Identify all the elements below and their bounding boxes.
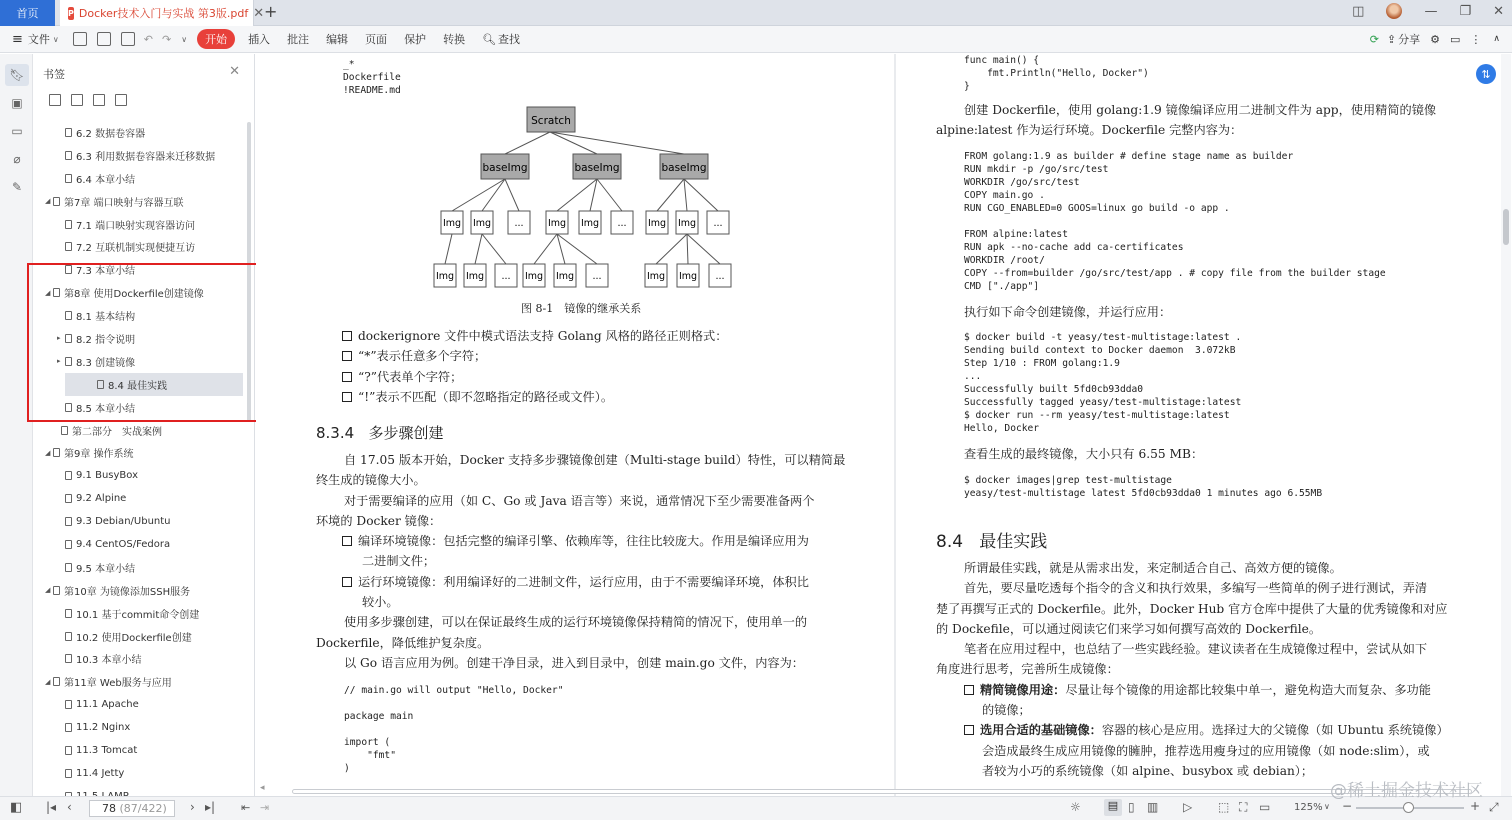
tab-convert[interactable]: 转换 <box>443 33 466 46</box>
bookmark-label: 11.4 Jetty <box>76 767 125 779</box>
checkbox-bullet-icon <box>342 331 352 341</box>
bookmark-item[interactable] <box>33 670 243 693</box>
bookmark-label: 9.2 Alpine <box>76 493 127 505</box>
hamburger-icon[interactable]: ≡ <box>12 31 23 47</box>
checkbox-bullet-icon <box>342 392 352 402</box>
tab-annotate[interactable]: 批注 <box>287 33 310 46</box>
first-page-icon[interactable]: |◂ <box>46 800 57 814</box>
section-body <box>936 558 1481 781</box>
bookmark-label: 9.1 BusyBox <box>76 470 138 482</box>
bookmark-icon <box>65 723 72 732</box>
img-label: Img <box>677 218 697 229</box>
paragraph-line: 楚了再撰写正式的 Dockerfile。此外，Docker Hub 官方仓库中提供了大量的优秀镜像和对应 <box>936 601 1448 616</box>
bookmark-icon <box>53 448 60 457</box>
attachment-icon[interactable]: ⌀ <box>13 152 21 166</box>
dockerfile-intro <box>936 100 1481 141</box>
crop-icon[interactable]: ▭ <box>1259 800 1271 814</box>
chevron-down-icon[interactable]: ∨ <box>52 34 59 44</box>
bookmark-item[interactable] <box>33 739 243 762</box>
main-toolbar <box>0 26 1512 53</box>
ellipsis-label: ... <box>501 271 511 282</box>
layout-icon[interactable]: ◫ <box>1352 3 1365 19</box>
floating-tool-button[interactable]: ⇅ <box>1476 64 1496 84</box>
bookmark-icon <box>65 174 72 183</box>
page-total: (87/422) <box>119 802 167 815</box>
ellipsis-label: ... <box>715 271 725 282</box>
tab-bar <box>0 0 1512 26</box>
bookmark-icon <box>53 197 60 206</box>
bookmark-item[interactable] <box>33 121 243 144</box>
status-bar <box>0 796 1512 820</box>
thumbnail-icon[interactable]: ▣ <box>11 96 23 110</box>
zoom-slider-handle[interactable] <box>1403 802 1414 813</box>
tab-page[interactable]: 页面 <box>365 33 388 46</box>
bookmark-item[interactable] <box>33 579 243 602</box>
list-item <box>936 680 1481 700</box>
bookmark-icon <box>65 471 72 480</box>
img-label: Img <box>547 218 567 229</box>
minimize-icon[interactable]: — <box>1424 3 1438 19</box>
section-title: 最佳实践 <box>979 532 1048 552</box>
bookmark-label: 7.2 互联机制实现便捷互访 <box>76 243 196 255</box>
bookmark-label: 第7章 端口映射与容器互联 <box>64 197 184 209</box>
expanded-arrow-icon[interactable]: ◢ <box>45 197 51 206</box>
bookmark-item[interactable] <box>33 716 243 739</box>
bookmark-item[interactable] <box>33 213 243 236</box>
single-page-view-icon[interactable]: ▤ <box>1104 799 1122 816</box>
bookmark-item[interactable] <box>33 190 243 213</box>
paragraph-line: 角度进行思考，完善所生成镜像： <box>936 662 1119 677</box>
bullet-text: dockerignore 文件中模式语法支持 Golang 风格的路径正则格式： <box>358 329 728 343</box>
code-build-output: $ docker build -t yeasy/test-multistage:latest . Sending build context to Docker daemon 3.072kB Step 1/10 : FROM golang:1.9 ... Successfully built 5fd0cb93dda0 Successfully tagged yeasy/test-multistage:latest $ docker run --rm yeasy/test-multistage:latest Hello, Docker <box>964 332 1242 434</box>
bookmark-label: 8.4 最佳实践 <box>108 380 168 392</box>
bookmark-label: 第8章 使用Dockerfile创建镜像 <box>64 289 204 301</box>
bookmark-panel-title: 书签 <box>43 68 65 81</box>
bookmark-list <box>33 121 243 808</box>
bookmark-label: 第11章 Web服务与应用 <box>64 678 172 690</box>
img-label: Img <box>435 271 455 282</box>
eye-care-icon[interactable]: ☼ <box>1070 800 1081 814</box>
next-page-icon[interactable]: › <box>190 800 195 814</box>
bookmark-label: 7.1 端口映射实现容器访问 <box>76 220 196 232</box>
annotation-icon[interactable]: ▭ <box>11 124 23 138</box>
page-left <box>256 54 894 796</box>
bullet-text: “*”表示任意多个字符； <box>358 349 487 364</box>
document-view <box>256 54 1501 796</box>
bookmark-item[interactable] <box>33 464 243 487</box>
bookmark-icon <box>65 494 72 503</box>
paragraph-line: 创建 Dockerfile，使用 golang:1.9 镜像编译应用二进制文件为 app，使用精简的镜像 <box>964 103 1437 117</box>
bookmark-label: 第9章 操作系统 <box>64 449 134 461</box>
page-right <box>896 54 1501 796</box>
img-label: Img <box>524 271 544 282</box>
bookmark-item[interactable] <box>33 625 243 648</box>
bookmark-item[interactable] <box>33 441 243 464</box>
bookmark-icon <box>61 426 68 435</box>
checkbox-bullet-icon <box>342 577 352 587</box>
ellipsis-label: ... <box>592 271 602 282</box>
delete-bookmark-icon[interactable] <box>115 94 127 106</box>
tab-home-label: 首页 <box>16 7 39 20</box>
bookmark-label: 9.5 本章小结 <box>76 563 136 575</box>
bookmark-icon <box>65 220 72 229</box>
ellipsis-label: ... <box>514 218 524 229</box>
bookmark-label: 8.3 创建镜像 <box>76 357 136 369</box>
bookmark-label: 9.3 Debian/Ubuntu <box>76 516 171 528</box>
zoom-in-icon[interactable]: + <box>1470 799 1481 813</box>
paragraph-line: Dockerfile，降低维护复杂度。 <box>316 635 490 650</box>
paragraph-line: 首先，要尽量吃透每个指令的含义和执行效果，多编写一些简单的例子进行测试，弄清 <box>964 581 1428 596</box>
list-item <box>342 387 727 407</box>
continuous-view-icon[interactable]: ▯ <box>1128 800 1135 814</box>
tab-insert[interactable]: 插入 <box>248 33 271 46</box>
fullscreen-icon[interactable]: ⤢ <box>1489 800 1499 814</box>
horizontal-scroll-thumb[interactable] <box>292 789 1472 794</box>
paragraph-line: 自 17.05 版本开始，Docker 支持多步骤镜像创建（Multi-stage build）特性，可以精简最 <box>344 453 846 467</box>
side-rail <box>0 54 33 796</box>
bookmark-label: 11.1 Apache <box>76 699 139 711</box>
new-tab-icon[interactable]: + <box>264 2 278 21</box>
zoom-level[interactable]: 125% <box>1294 802 1323 813</box>
list-item <box>936 720 1481 740</box>
zoom-out-icon[interactable]: − <box>1342 799 1353 813</box>
bookmark-icon <box>53 586 60 595</box>
bookmark-item[interactable] <box>33 533 243 556</box>
bullet-continuation: 会造成最终生成应用镜像的臃肿，推荐选用瘦身过的应用镜像（如 node:slim），或 <box>982 743 1430 758</box>
bullet-text: 运行环境镜像：利用编译好的二进制文件，运行应用，由于不需要编译环境，体积比 <box>358 574 809 589</box>
vertical-scroll-thumb[interactable] <box>1503 209 1509 245</box>
play-icon[interactable]: ▷ <box>1183 800 1193 814</box>
bookmark-icon <box>65 746 72 755</box>
expand-all-icon[interactable] <box>49 94 61 106</box>
paragraph-line: 对于需要编译的应用（如 C、Go 或 Java 语言等）来说，通常情况下至少需要准备两个 <box>344 493 815 508</box>
prev-page-icon[interactable]: ‹ <box>67 800 72 814</box>
bookmark-item[interactable] <box>33 762 243 785</box>
bookmark-tools <box>49 94 127 106</box>
add-bookmark-icon[interactable] <box>93 94 105 106</box>
watermark: @稀土掘金技术社区 <box>1330 781 1483 801</box>
tab-document-title: Docker技术入门与实战 第3版.pdf <box>78 7 249 20</box>
bookmark-label: 10.1 基于commit命令创建 <box>76 609 200 621</box>
paragraph-line: 所谓最佳实践，就是从需求出发，来定制适合自己、高效方便的镜像。 <box>964 561 1342 575</box>
bookmark-item[interactable] <box>33 419 243 442</box>
bookmark-label: 第10章 为镜像添加SSH服务 <box>64 586 191 598</box>
bookmark-label: 8.1 基本结构 <box>76 312 136 324</box>
img-label: Img <box>646 271 666 282</box>
bullet-continuation: 二进制文件； <box>362 554 436 569</box>
bullet-text: 编译环境镜像：包括完整的编译引擎、依赖库等，往往比较庞大。作用是编译应用为 <box>358 534 809 549</box>
tab-start[interactable]: 开始 <box>197 29 235 49</box>
toggle-sidebar-icon[interactable]: ◧ <box>10 800 23 815</box>
paragraph-line: 终生成的镜像大小。 <box>316 473 426 488</box>
save-icon[interactable] <box>97 32 111 46</box>
bookmark-icon <box>65 632 72 641</box>
bookmark-icon <box>65 700 72 709</box>
code-main-go: // main.go will output "Hello, Docker" package main import ( "fmt" ) <box>344 685 564 774</box>
bookmark-icon <box>65 151 72 160</box>
bullet-text: 容器的核心是应用。选择过大的父镜像（如 Ubuntu 系统镜像） <box>1101 723 1449 738</box>
bookmark-label: 8.2 指令说明 <box>76 334 136 346</box>
bookmark-item[interactable] <box>33 647 243 670</box>
img-label: Img <box>555 271 575 282</box>
bookmark-label: 7.3 本章小结 <box>76 266 136 278</box>
bookmark-item[interactable] <box>33 693 243 716</box>
ellipsis-label: ... <box>713 218 723 229</box>
tab-document[interactable] <box>60 0 265 26</box>
bookmark-label: 9.4 CentOS/Fedora <box>76 538 171 550</box>
list-item <box>342 367 727 387</box>
expanded-arrow-icon[interactable]: ◢ <box>45 586 51 595</box>
zoom-dropdown-icon[interactable]: ∨ <box>1324 802 1330 811</box>
paragraph-line: 的 Dockefile，可以通过阅读它们来学习如何撰写高效的 Dockerfile。 <box>936 621 1322 636</box>
bookmark-label: 10.2 使用Dockerfile创建 <box>76 632 192 644</box>
checkbox-bullet-icon <box>342 372 352 382</box>
bookmark-label: 6.4 本章小结 <box>76 174 136 186</box>
highlight-box <box>27 263 285 422</box>
expanded-arrow-icon[interactable]: ◢ <box>45 677 51 686</box>
base-label-1: baseImg <box>482 162 528 174</box>
redo-icon[interactable]: ↷ <box>161 32 172 46</box>
collapsed-arrow-icon[interactable]: ▸ <box>57 357 61 366</box>
bullet-title: 选用合适的基础镜像： <box>980 723 1102 738</box>
bookmark-icon <box>65 242 72 251</box>
code-images-output: $ docker images|grep test-multistage yeasy/test-multistage latest 5fd0cb93dda0 1 minutes ago 6.55MB <box>964 475 1323 499</box>
bookmark-panel-icon[interactable]: 🔖︎ <box>5 64 29 86</box>
collapsed-arrow-icon[interactable]: ▸ <box>57 334 61 343</box>
img-label: Img <box>580 218 600 229</box>
page-number-input[interactable] <box>89 800 175 817</box>
bookmark-label: 10.3 本章小结 <box>76 655 142 667</box>
bookmark-panel <box>33 54 255 796</box>
bullet-text: 尽量让每个镜像的用途都比较集中单一，避免构造大而复杂、多功能 <box>1065 682 1431 697</box>
more-chevron-icon[interactable]: ∨ <box>181 34 188 44</box>
bookmark-icon <box>65 563 72 572</box>
current-page: 78 <box>102 802 116 815</box>
section-number: 8.4 <box>936 532 964 552</box>
code-dockerignore: _* Dockerfile !README.md <box>343 59 401 96</box>
bookmark-label: 8.5 本章小结 <box>76 403 136 415</box>
bookmark-icon <box>53 677 60 686</box>
scratch-label: Scratch <box>531 115 571 127</box>
figure-caption: 图 8-1 镜像的继承关系 <box>521 302 642 315</box>
vertical-scrollbar[interactable] <box>1501 54 1511 796</box>
file-menu[interactable]: 文件 <box>27 33 50 46</box>
pdf-file-icon: P <box>68 8 74 18</box>
bookmark-label: 第二部分 实战案例 <box>72 426 162 438</box>
bookmark-item[interactable] <box>33 167 243 190</box>
bookmark-item[interactable] <box>33 487 243 510</box>
bookmark-item[interactable] <box>33 510 243 533</box>
tab-protect[interactable]: 保护 <box>404 33 427 46</box>
fit-width-icon[interactable]: ⬚ <box>1218 800 1230 814</box>
close-window-icon[interactable]: ✕ <box>1493 3 1504 19</box>
share-button[interactable]: 分享 <box>1398 33 1421 46</box>
expanded-arrow-icon[interactable]: ◢ <box>45 288 51 297</box>
bookmark-icon <box>65 517 72 526</box>
signature-icon[interactable]: ✎ <box>11 180 23 194</box>
bookmark-item[interactable] <box>33 602 243 625</box>
close-tab-icon[interactable]: ✕ <box>253 5 265 21</box>
forward-icon[interactable]: ⇥ <box>260 801 270 814</box>
more-icon[interactable]: ⋮ <box>1470 32 1482 46</box>
paragraph-line: 以 Go 语言应用为例。创建干净目录，进入到目录中，创建 main.go 文件，内容为： <box>344 655 804 670</box>
base-label-3: baseImg <box>661 162 707 174</box>
bookmark-item[interactable] <box>33 235 243 258</box>
search-button[interactable]: 查找 <box>498 33 521 46</box>
img-label: Img <box>472 218 492 229</box>
bookmark-icon <box>65 540 72 549</box>
img-label: Img <box>465 271 485 282</box>
base-label-2: baseImg <box>574 162 620 174</box>
ellipsis-label: ... <box>617 218 627 229</box>
bookmark-item[interactable] <box>33 144 243 167</box>
open-folder-icon[interactable] <box>73 32 87 46</box>
section-heading-8-3-4 <box>316 422 444 443</box>
paragraph-line: 执行如下命令创建镜像，并运行应用： <box>964 305 1172 319</box>
section-body <box>316 450 856 673</box>
bullet-text: “?”代表单个字符； <box>358 369 463 384</box>
avatar[interactable] <box>1386 3 1402 19</box>
list-item <box>342 326 727 346</box>
code-main-func: func main() { fmt.Println("Hello, Docker") } <box>964 55 1149 92</box>
img-label: Img <box>442 218 462 229</box>
bullet-title: 精简镜像用途： <box>980 682 1066 697</box>
checkbox-bullet-icon <box>964 685 974 695</box>
bullet-text: “!”表示不匹配（即不忽略指定的路径或文件）。 <box>358 389 614 404</box>
bookmark-label: 6.2 数据卷容器 <box>76 128 146 140</box>
share-icon[interactable]: ⇪ <box>1386 32 1397 46</box>
bookmark-item[interactable] <box>33 556 243 579</box>
paragraph-line: alpine:latest 作为运行环境。Dockerfile 完整内容为： <box>936 123 1243 138</box>
expanded-arrow-icon[interactable]: ◢ <box>45 448 51 457</box>
list-item <box>316 572 856 592</box>
collapse-ribbon-icon[interactable]: ∧ <box>1493 34 1500 44</box>
horizontal-scrollbar[interactable] <box>256 783 1501 796</box>
bookmark-icon <box>65 654 72 663</box>
diagram-edges <box>442 132 723 264</box>
tab-home[interactable] <box>0 0 55 26</box>
section-heading-8-4 <box>936 527 1047 552</box>
sync-icon[interactable]: ⟳ <box>1369 32 1379 46</box>
code-dockerfile: FROM golang:1.9 as builder # define stage name as builder RUN mkdir -p /go/src/test WORKDIR /go/src/test COPY main.go . RUN CGO_ENABLED=0 GOOS=linux go build -o app . FROM alpine:latest RUN apk --no-cache add ca-certificates WORKDIR /root/ COPY --from=builder /go/src/test/app . # copy file from the builder stage CMD ["./app"] <box>964 151 1386 292</box>
fit-page-icon[interactable]: ⛶ <box>1239 800 1248 814</box>
list-item <box>316 531 856 551</box>
bookmark-icon <box>65 769 72 778</box>
undo-icon[interactable]: ↶ <box>143 32 153 46</box>
collapse-all-icon[interactable] <box>71 94 83 106</box>
pattern-bullet-list <box>342 326 727 407</box>
bookmark-label: 6.3 利用数据卷容器来迁移数据 <box>76 151 216 163</box>
paragraph-line: 笔者在应用过程中，也总结了一些实践经验。建议读者在生成镜像过程中，尝试从如下 <box>964 642 1428 657</box>
section-title: 多步骤创建 <box>368 424 444 442</box>
double-page-view-icon[interactable]: ▥ <box>1147 800 1159 814</box>
checkbox-bullet-icon <box>342 351 352 361</box>
comment-icon[interactable]: ▭ <box>1450 32 1461 46</box>
bookmark-label: 11.2 Nginx <box>76 722 131 734</box>
window-controls <box>1352 3 1504 19</box>
scroll-left-icon[interactable]: ◂ <box>260 783 265 793</box>
restore-icon[interactable]: ❐ <box>1459 3 1472 19</box>
list-item <box>342 346 727 366</box>
bullet-continuation: 较小。 <box>362 595 399 610</box>
img-label: Img <box>678 271 698 282</box>
paragraph-line: 查看生成的最终镜像，大小只有 6.55 MB： <box>964 447 1204 461</box>
close-panel-icon[interactable]: ✕ <box>229 64 240 79</box>
bookmark-label: 11.3 Tomcat <box>76 744 138 756</box>
bullet-continuation: 的镜像； <box>982 703 1031 718</box>
checkbox-bullet-icon <box>964 725 974 735</box>
bullet-continuation: 者较为小巧的系统镜像（如 alpine、busybox 或 debian）； <box>982 763 1314 778</box>
back-icon[interactable]: ⇤ <box>241 801 251 814</box>
bookmark-icon <box>65 128 72 137</box>
paragraph-line: 环境的 Docker 镜像： <box>316 513 442 528</box>
section-number: 8.3.4 <box>316 424 355 442</box>
checkbox-bullet-icon <box>342 536 352 546</box>
last-page-icon[interactable]: ▸| <box>205 800 216 814</box>
tab-edit[interactable]: 编辑 <box>326 33 349 46</box>
img-label: Img <box>647 218 667 229</box>
paragraph-line: 使用多步骤创建，可以在保证最终生成的运行环境镜像保持精简的情况下，使用单一的 <box>344 615 808 630</box>
print-icon[interactable] <box>121 32 135 46</box>
bookmark-icon <box>65 609 72 618</box>
search-icon[interactable]: 🔍︎ <box>482 32 497 46</box>
settings-icon[interactable]: ⚙ <box>1430 32 1440 46</box>
